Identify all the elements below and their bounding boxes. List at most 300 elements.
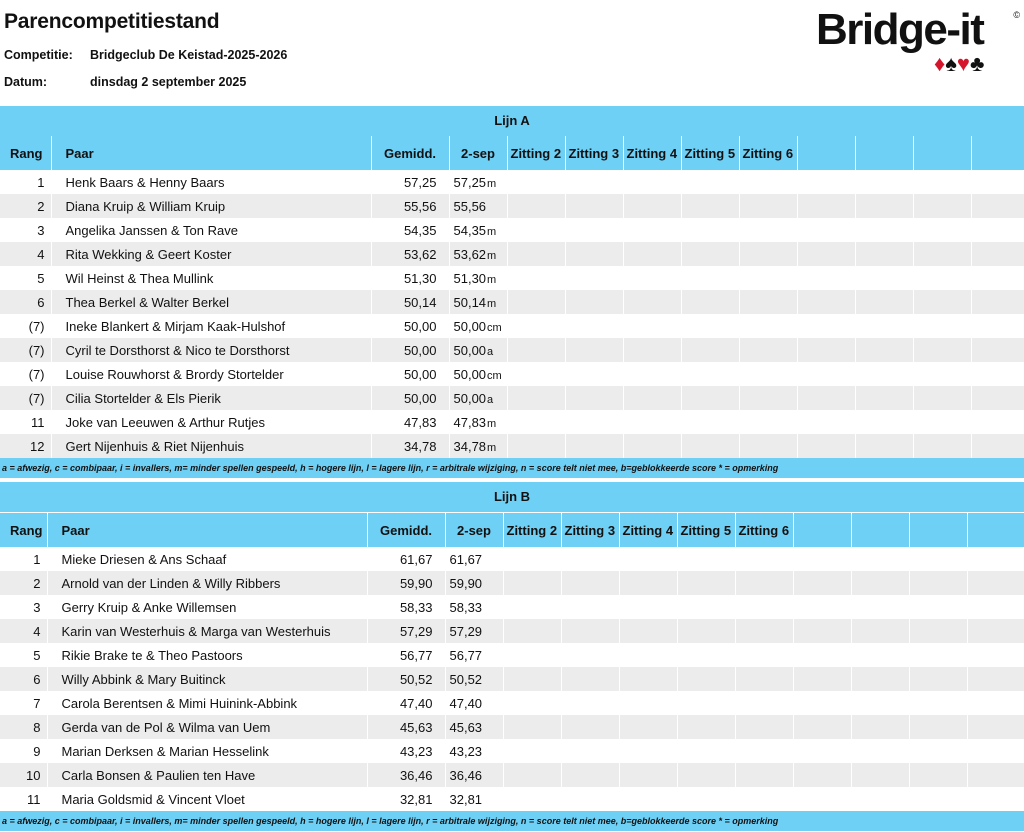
pair-cell: Joke van Leeuwen & Arthur Rutjes [51, 410, 371, 434]
session-1-cell [449, 386, 507, 410]
score-flag: m [487, 249, 497, 262]
pair-cell: Carola Berentsen & Mimi Huinink-Abbink [47, 691, 367, 715]
line-a-rows [0, 170, 1024, 458]
session-empty-cell [971, 362, 1024, 386]
pair-cell: Arnold van der Linden & Willy Ribbers [47, 571, 367, 595]
session-empty-cell [565, 410, 623, 434]
session-empty-cell [913, 338, 971, 362]
pair-cell: Thea Berkel & Walter Berkel [51, 290, 371, 314]
pair-cell: Gerda van de Pol & Wilma van Uem [47, 715, 367, 739]
session-empty-cell [507, 242, 565, 266]
session-empty-cell [851, 667, 909, 691]
pair-cell: Ineke Blankert & Mirjam Kaak-Hulshof [51, 314, 371, 338]
session-empty-cell [967, 571, 1024, 595]
competition-label: Competitie: [4, 48, 73, 62]
session-1-score: 59,90 [449, 575, 483, 591]
table-row [0, 170, 1024, 194]
session-empty-cell [971, 410, 1024, 434]
session-empty-cell [735, 715, 793, 739]
rang-cell: 12 [0, 434, 51, 458]
session-empty-cell [619, 571, 677, 595]
session-empty-cell [565, 218, 623, 242]
session-empty-cell [739, 290, 797, 314]
session-empty-cell [619, 595, 677, 619]
legend-line-a: a = afwezig, c = combipaar, i = invallers, m= minder spellen gespeeld, h = hogere lijn, l = lagere lijn, r = arbitrale wijziging, n = score telt niet mee, b=geblokkeerde score * = opmerking [0, 458, 1024, 478]
session-empty-cell [561, 763, 619, 787]
session-empty-cell [503, 739, 561, 763]
session-1-score: 55,56 [453, 198, 487, 214]
pair-cell: Gerry Kruip & Anke Willemsen [47, 595, 367, 619]
session-empty-cell [739, 218, 797, 242]
session-empty-cell [735, 595, 793, 619]
session-1-score: 43,23 [449, 743, 483, 759]
session-1-score: 45,63 [449, 719, 483, 735]
rang-cell: 10 [0, 763, 47, 787]
session-empty-cell [797, 194, 855, 218]
session-empty-cell [503, 619, 561, 643]
copyright-mark: © [1013, 10, 1020, 20]
session-empty-cell [677, 739, 735, 763]
session-1-cell [445, 715, 503, 739]
session-empty-cell [967, 667, 1024, 691]
session-empty-cell [855, 434, 913, 458]
average-cell: 56,77 [367, 643, 445, 667]
session-empty-cell [735, 763, 793, 787]
table-row [0, 619, 1024, 643]
session-empty-cell [967, 619, 1024, 643]
pair-cell: Maria Goldsmid & Vincent Vloet [47, 787, 367, 811]
rang-cell: 11 [0, 787, 47, 811]
pair-cell: Diana Kruip & William Kruip [51, 194, 371, 218]
rang-cell: 9 [0, 739, 47, 763]
session-empty-cell [851, 571, 909, 595]
col-zitting-5: Zitting 5 [681, 136, 739, 170]
session-1-cell [449, 242, 507, 266]
average-cell: 43,23 [367, 739, 445, 763]
score-flag: m [487, 177, 497, 190]
session-empty-cell [677, 787, 735, 811]
session-1-cell [449, 314, 507, 338]
session-empty-cell [503, 787, 561, 811]
average-cell: 50,00 [371, 386, 449, 410]
session-empty-cell [913, 314, 971, 338]
session-empty-cell [851, 547, 909, 571]
session-empty-cell [797, 410, 855, 434]
score-flag: m [487, 417, 497, 430]
session-empty-cell [681, 410, 739, 434]
session-empty-cell [623, 194, 681, 218]
session-empty-cell [739, 242, 797, 266]
session-empty-cell [619, 763, 677, 787]
col-empty [793, 513, 851, 547]
col-rang: Rang [0, 136, 51, 170]
col-session-1: 2-sep [449, 136, 507, 170]
session-1-score: 36,46 [449, 767, 483, 783]
average-cell: 57,25 [371, 170, 449, 194]
session-empty-cell [735, 739, 793, 763]
score-flag: a [487, 393, 494, 406]
col-gemidd: Gemidd. [367, 513, 445, 547]
session-empty-cell [967, 691, 1024, 715]
session-empty-cell [623, 410, 681, 434]
average-cell: 45,63 [367, 715, 445, 739]
session-empty-cell [619, 667, 677, 691]
session-empty-cell [913, 266, 971, 290]
session-empty-cell [971, 314, 1024, 338]
rang-cell: 2 [0, 194, 51, 218]
session-empty-cell [677, 571, 735, 595]
table-row [0, 290, 1024, 314]
session-1-score: 50,00 [453, 390, 487, 406]
pair-cell: Gert Nijenhuis & Riet Nijenhuis [51, 434, 371, 458]
session-empty-cell [797, 338, 855, 362]
session-empty-cell [793, 595, 851, 619]
session-empty-cell [623, 242, 681, 266]
session-empty-cell [909, 595, 967, 619]
session-empty-cell [967, 643, 1024, 667]
session-empty-cell [967, 547, 1024, 571]
session-empty-cell [793, 547, 851, 571]
session-empty-cell [565, 386, 623, 410]
table-row [0, 242, 1024, 266]
session-empty-cell [855, 290, 913, 314]
session-empty-cell [913, 410, 971, 434]
table-row [0, 362, 1024, 386]
session-empty-cell [793, 787, 851, 811]
session-empty-cell [565, 194, 623, 218]
session-1-cell [445, 691, 503, 715]
session-empty-cell [913, 362, 971, 386]
rang-cell: 11 [0, 410, 51, 434]
session-empty-cell [681, 434, 739, 458]
session-empty-cell [851, 619, 909, 643]
session-empty-cell [855, 266, 913, 290]
table-header-row [0, 513, 1024, 547]
rang-cell: 5 [0, 643, 47, 667]
session-empty-cell [855, 218, 913, 242]
session-empty-cell [503, 595, 561, 619]
session-empty-cell [851, 595, 909, 619]
session-empty-cell [855, 194, 913, 218]
session-empty-cell [507, 362, 565, 386]
session-empty-cell [739, 266, 797, 290]
session-empty-cell [793, 571, 851, 595]
spade-icon: ♠ [945, 51, 957, 76]
average-cell: 50,00 [371, 338, 449, 362]
session-empty-cell [561, 667, 619, 691]
average-cell: 54,35 [371, 218, 449, 242]
table-row [0, 314, 1024, 338]
session-1-score: 58,33 [449, 599, 483, 615]
session-empty-cell [677, 643, 735, 667]
score-flag: m [487, 273, 497, 286]
average-cell: 50,00 [371, 314, 449, 338]
session-empty-cell [677, 715, 735, 739]
col-empty [797, 136, 855, 170]
line-a-table [0, 136, 1024, 458]
session-empty-cell [623, 218, 681, 242]
table-row [0, 194, 1024, 218]
session-empty-cell [739, 314, 797, 338]
score-flag: m [487, 297, 497, 310]
session-empty-cell [793, 763, 851, 787]
table-row [0, 643, 1024, 667]
session-1-cell [445, 667, 503, 691]
session-empty-cell [913, 386, 971, 410]
average-cell: 58,33 [367, 595, 445, 619]
session-empty-cell [623, 290, 681, 314]
table-row [0, 691, 1024, 715]
rang-cell: 1 [0, 170, 51, 194]
session-empty-cell [565, 266, 623, 290]
competition-value: Bridgeclub De Keistad-2025-2026 [90, 48, 288, 62]
session-empty-cell [507, 386, 565, 410]
average-cell: 32,81 [367, 787, 445, 811]
session-1-cell [449, 218, 507, 242]
session-empty-cell [851, 643, 909, 667]
session-1-cell [445, 619, 503, 643]
session-empty-cell [797, 290, 855, 314]
session-1-score: 50,52 [449, 671, 483, 687]
diamond-icon: ♦ [934, 51, 946, 76]
session-empty-cell [971, 290, 1024, 314]
session-empty-cell [507, 434, 565, 458]
col-session-1: 2-sep [445, 513, 503, 547]
session-empty-cell [619, 547, 677, 571]
average-cell: 59,90 [367, 571, 445, 595]
average-cell: 51,30 [371, 266, 449, 290]
session-1-score: 50,00 [453, 342, 487, 358]
session-empty-cell [793, 715, 851, 739]
session-empty-cell [507, 170, 565, 194]
session-empty-cell [623, 386, 681, 410]
table-row [0, 547, 1024, 571]
logo-text: Bridge-it [816, 5, 984, 54]
rang-cell: (7) [0, 386, 51, 410]
session-1-score: 34,78 [453, 438, 487, 454]
session-empty-cell [797, 434, 855, 458]
session-empty-cell [565, 290, 623, 314]
session-empty-cell [561, 571, 619, 595]
session-empty-cell [677, 667, 735, 691]
session-1-score: 56,77 [449, 647, 483, 663]
session-empty-cell [681, 170, 739, 194]
session-empty-cell [913, 242, 971, 266]
session-empty-cell [565, 362, 623, 386]
col-rang: Rang [0, 513, 47, 547]
session-empty-cell [677, 595, 735, 619]
session-empty-cell [507, 410, 565, 434]
session-empty-cell [681, 242, 739, 266]
session-1-cell [449, 290, 507, 314]
col-empty [967, 513, 1024, 547]
session-1-cell [445, 571, 503, 595]
average-cell: 47,40 [367, 691, 445, 715]
session-empty-cell [855, 386, 913, 410]
pair-cell: Cilia Stortelder & Els Pierik [51, 386, 371, 410]
session-empty-cell [565, 242, 623, 266]
pair-cell: Rita Wekking & Geert Koster [51, 242, 371, 266]
table-row [0, 338, 1024, 362]
session-empty-cell [909, 571, 967, 595]
col-empty [913, 136, 971, 170]
session-1-score: 61,67 [449, 551, 483, 567]
session-empty-cell [623, 170, 681, 194]
session-empty-cell [971, 338, 1024, 362]
session-empty-cell [561, 739, 619, 763]
session-empty-cell [909, 691, 967, 715]
session-1-score: 50,00 [453, 366, 487, 382]
session-empty-cell [565, 170, 623, 194]
average-cell: 50,14 [371, 290, 449, 314]
session-empty-cell [503, 547, 561, 571]
pair-cell: Carla Bonsen & Paulien ten Have [47, 763, 367, 787]
session-empty-cell [681, 266, 739, 290]
table-row [0, 386, 1024, 410]
table-row [0, 434, 1024, 458]
session-empty-cell [619, 739, 677, 763]
session-empty-cell [681, 386, 739, 410]
line-b-title: Lijn B [0, 482, 1024, 512]
table-row [0, 595, 1024, 619]
session-empty-cell [619, 787, 677, 811]
col-zitting-4: Zitting 4 [619, 513, 677, 547]
session-1-score: 50,14 [453, 294, 487, 310]
session-empty-cell [797, 242, 855, 266]
session-empty-cell [793, 643, 851, 667]
session-empty-cell [793, 619, 851, 643]
heart-icon: ♥ [956, 51, 970, 76]
session-empty-cell [797, 386, 855, 410]
rang-cell: 3 [0, 595, 47, 619]
average-cell: 47,83 [371, 410, 449, 434]
session-empty-cell [677, 619, 735, 643]
average-cell: 61,67 [367, 547, 445, 571]
session-empty-cell [913, 290, 971, 314]
session-empty-cell [561, 595, 619, 619]
session-1-cell [445, 547, 503, 571]
session-empty-cell [739, 362, 797, 386]
session-1-score: 32,81 [449, 791, 483, 807]
session-empty-cell [909, 547, 967, 571]
col-zitting-4: Zitting 4 [623, 136, 681, 170]
session-empty-cell [503, 715, 561, 739]
average-cell: 55,56 [371, 194, 449, 218]
session-empty-cell [735, 691, 793, 715]
rang-cell: 6 [0, 290, 51, 314]
session-1-score: 53,62 [453, 246, 487, 262]
rang-cell: 7 [0, 691, 47, 715]
rang-cell: 8 [0, 715, 47, 739]
col-empty [855, 136, 913, 170]
session-empty-cell [913, 194, 971, 218]
session-empty-cell [793, 691, 851, 715]
col-zitting-6: Zitting 6 [739, 136, 797, 170]
bridge-it-logo [816, 6, 1022, 78]
rang-cell: (7) [0, 314, 51, 338]
table-row [0, 266, 1024, 290]
session-empty-cell [561, 643, 619, 667]
table-row [0, 571, 1024, 595]
rang-cell: 5 [0, 266, 51, 290]
session-empty-cell [971, 170, 1024, 194]
session-empty-cell [855, 362, 913, 386]
session-1-cell [445, 643, 503, 667]
session-empty-cell [623, 338, 681, 362]
session-1-cell [449, 194, 507, 218]
pair-cell: Mieke Driesen & Ans Schaaf [47, 547, 367, 571]
session-empty-cell [681, 194, 739, 218]
session-1-cell [449, 266, 507, 290]
session-1-cell [445, 763, 503, 787]
table-row [0, 410, 1024, 434]
session-1-cell [449, 410, 507, 434]
session-empty-cell [565, 338, 623, 362]
club-icon: ♣ [969, 51, 985, 76]
session-empty-cell [507, 266, 565, 290]
table-row [0, 218, 1024, 242]
rang-cell: (7) [0, 362, 51, 386]
session-empty-cell [971, 266, 1024, 290]
session-empty-cell [503, 763, 561, 787]
session-1-cell [449, 170, 507, 194]
session-empty-cell [967, 595, 1024, 619]
col-zitting-5: Zitting 5 [677, 513, 735, 547]
session-empty-cell [681, 338, 739, 362]
suit-icons [934, 52, 984, 76]
session-1-score: 47,40 [449, 695, 483, 711]
session-1-cell [445, 595, 503, 619]
col-empty [971, 136, 1024, 170]
session-empty-cell [623, 266, 681, 290]
session-empty-cell [623, 362, 681, 386]
session-empty-cell [971, 218, 1024, 242]
session-empty-cell [677, 763, 735, 787]
session-empty-cell [735, 619, 793, 643]
session-empty-cell [855, 338, 913, 362]
session-empty-cell [909, 787, 967, 811]
session-empty-cell [681, 314, 739, 338]
session-empty-cell [851, 739, 909, 763]
table-header-row [0, 136, 1024, 170]
session-1-score: 54,35 [453, 222, 487, 238]
session-empty-cell [619, 643, 677, 667]
session-empty-cell [913, 170, 971, 194]
session-empty-cell [561, 787, 619, 811]
col-zitting-2: Zitting 2 [503, 513, 561, 547]
session-1-score: 47,83 [453, 414, 487, 430]
col-zitting-3: Zitting 3 [565, 136, 623, 170]
session-empty-cell [967, 787, 1024, 811]
pair-cell: Marian Derksen & Marian Hesselink [47, 739, 367, 763]
table-row [0, 787, 1024, 811]
session-empty-cell [619, 619, 677, 643]
table-row [0, 667, 1024, 691]
session-empty-cell [967, 763, 1024, 787]
session-empty-cell [507, 338, 565, 362]
rang-cell: 2 [0, 571, 47, 595]
line-b-rows [0, 547, 1024, 811]
average-cell: 57,29 [367, 619, 445, 643]
pair-cell: Louise Rouwhorst & Brordy Stortelder [51, 362, 371, 386]
session-empty-cell [681, 218, 739, 242]
pair-cell: Karin van Westerhuis & Marga van Westerhuis [47, 619, 367, 643]
session-empty-cell [507, 290, 565, 314]
pair-cell: Henk Baars & Henny Baars [51, 170, 371, 194]
session-1-score: 50,00 [453, 318, 487, 334]
session-empty-cell [677, 547, 735, 571]
session-empty-cell [619, 715, 677, 739]
